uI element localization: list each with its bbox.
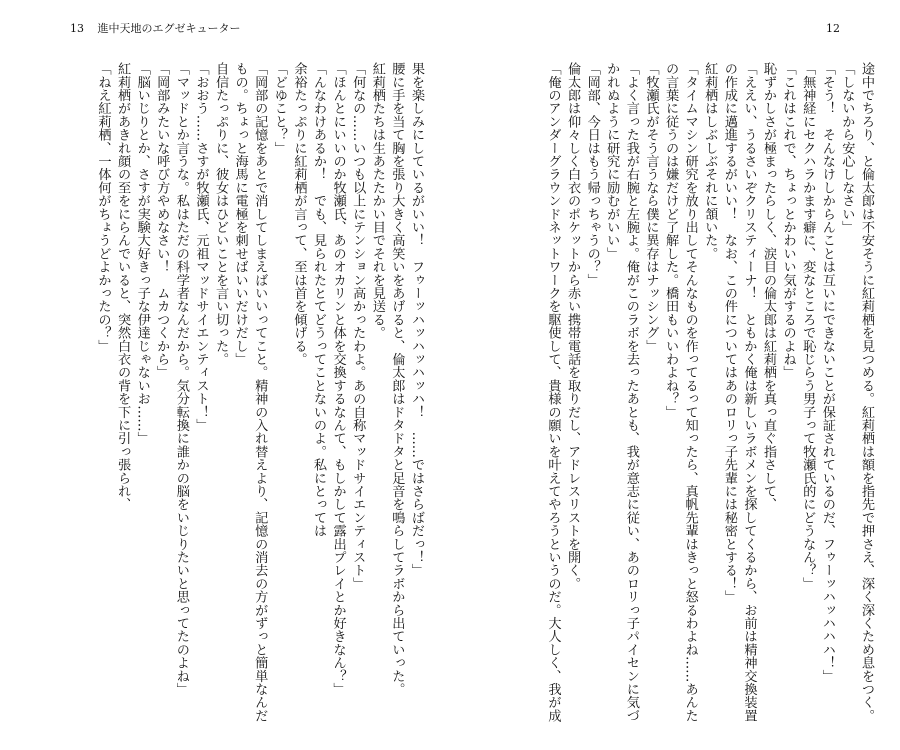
text-line: 「脳いじりとか、さすが実験大好きっ子な伊達じゃないお……」 [134,62,150,445]
text-line: 「んなわけあるか！ でも、見られたとてどうってことないのよ。私にとっては [311,62,327,538]
text-line: 自信たっぷりに、彼女はひどいことを言い切った。 [213,62,229,366]
text-line: 「しないから安心しなさい」 [839,62,855,234]
text-line: 「岡部の記憶をあとで消してしまえばいいってこと。精神の入れ替えより、記憶の消去の方がずっと簡単なんだ [252,62,268,722]
left-page-header [70,22,241,36]
text-line: 「岡部みたいな呼び方やめなさい！ ムカつくから」 [154,62,170,379]
right-page-text [444,62,876,732]
text-line: もの。ちょっと海馬に電極を刺せばいいだけだし」 [232,62,248,366]
text-line: 「ほんとにいいのか牧瀬氏、あのオカリンと体を交換するなんて、もしかして露出プレイとか好きなん？」 [330,62,346,696]
text-line: 「何なの……いつも以上にテンション高かったわよ。あの自称マッドサイエンティスト」 [350,62,366,590]
text-line: 恥ずかしさが極まったらしく、涙目の倫太郎は紅莉栖を真っ直ぐ指さして、 [761,62,777,511]
text-line: 「よく言った我が右腕と左腕よ。俺がこのラボを去ったあとも、我が意志に従い、あのロリっ子パイセンに気づ [623,62,639,722]
text-line: 「タイムマシン研究を放り出してそんなものを作ってるって知ったら、真帆先輩はきっと怒るわよね……あんた [682,62,698,722]
left-page-text [10,62,426,732]
text-line: の作成に邁進するがいい！ なお、この件についてはあのロリっ子先輩には秘密とする！」 [721,62,737,604]
text-line: 紅莉栖はしぶしぶそれに頷いた。 [702,62,718,260]
text-line: 「マッドとか言うな。私はただの科学者なんだから。気分転換に誰かの脳をいじりたいと思ってたのよね」 [173,62,189,696]
left-page-number: 13 [70,22,84,35]
text-line: 「そう！ そんなけしからんことは互いにできないことが保証されているのだ、フゥーッハッハハハ！」 [819,62,835,683]
text-line: 途中でちろり、と倫太郎は不安そうに紅莉栖を見つめる。紅莉栖は額を指先で押さえ、深く深くため息をつく。 [859,62,874,722]
text-line: 「牧瀬氏がそう言うなら僕に異存はナッシング」 [643,62,659,353]
text-line: 「ええい、うるさいぞクリスティーナ！ ともかく俺は新しいラボメンを探してくるから、お前は精神交換装置 [741,62,757,722]
left-running-title: 進中天地のエグゼキューター [97,22,241,35]
text-line: 倫太郎は仰々しく白衣のポケットから赤い携帯電話を取りだし、アドレスリストを開く。 [565,62,581,590]
text-line: 「どゆこと？」 [271,62,287,155]
text-line: 紅莉栖があきれ顔の至をにらんでいると、突然白衣の背を下に引っ張られ、 [115,62,131,511]
right-page-header [826,22,840,36]
text-line: 「おおう……さすが牧瀬氏、元祖マッドサイエンティスト！」 [193,62,209,432]
text-line: 「ねえ紅莉栖、一体何がちょうどよかったの？」 [95,62,111,353]
text-line: 余裕たっぷりに紅莉栖が言って、至は首を傾げる。 [291,62,307,366]
text-line: かれぬように研究に励むがいい」 [604,62,620,260]
text-line: 「これはこれで、ちょっとかわいい気がするのよね」 [780,62,796,379]
text-line: 果を楽しみにしているがいい！ フゥーッハッハッハッハ！ ……ではさらばだっ！」 [409,62,424,577]
right-page-number: 12 [826,22,840,35]
text-line: 紅莉栖たちは生あたたかい目でそれを見送る。 [369,62,385,340]
text-line: 「俺のアンダーグラウンドネットワークを駆使して、貴様の願いを叶えてやろうというのだ。大人しく、我が成 [545,62,561,722]
text-line: 「岡部、今日はもう帰っちゃうの？」 [584,62,600,287]
text-line: の言葉に従うのは嫌だけど了解した。橋田もいいわよね？」 [663,62,679,419]
text-line: 腰に手を当て胸を張り大きく高笑いをあげると、倫太郎はドタドタと足音を鳴らしてラボから出ていった。 [389,62,405,696]
text-line: 「無神経にセクハラかます癖に、変なところで恥じらう男子って牧瀬氏的にどうなん？」 [800,62,816,590]
